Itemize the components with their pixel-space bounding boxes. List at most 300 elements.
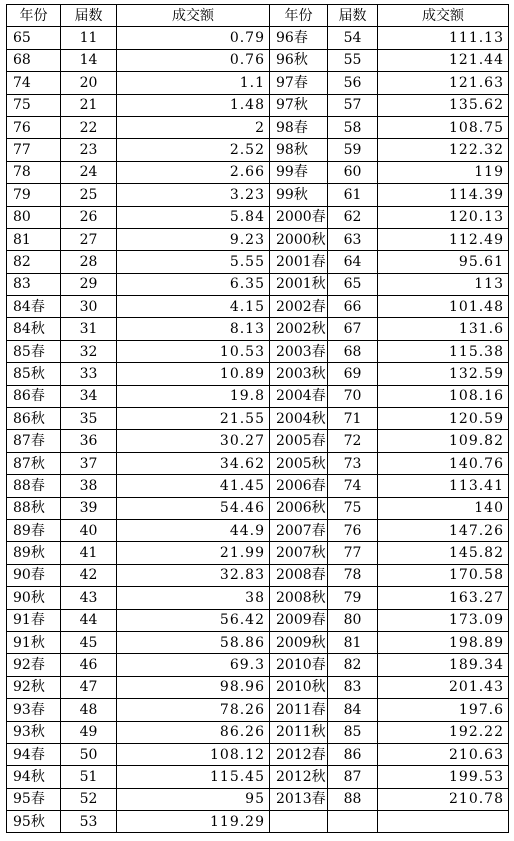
amount-cell: 5.84 xyxy=(117,206,270,228)
session-cell xyxy=(328,811,378,833)
amount-cell: 95.61 xyxy=(378,251,509,273)
table-row xyxy=(270,363,509,385)
year-cell: 96秋 xyxy=(270,49,328,71)
session-cell: 39 xyxy=(61,497,117,519)
session-cell: 36 xyxy=(61,430,117,452)
amount-cell: 201.43 xyxy=(378,676,509,698)
amount-cell: 32.83 xyxy=(117,564,270,586)
year-cell: 92秋 xyxy=(7,676,61,698)
session-cell: 26 xyxy=(61,206,117,228)
table-row xyxy=(270,564,509,586)
amount-cell: 189.34 xyxy=(378,654,509,676)
header-row xyxy=(270,5,509,27)
table-row xyxy=(270,721,509,743)
table-row xyxy=(270,340,509,362)
amount-cell: 120.13 xyxy=(378,206,509,228)
session-cell: 54 xyxy=(328,27,378,49)
table-row xyxy=(7,721,270,743)
amount-cell: 56.42 xyxy=(117,609,270,631)
year-cell: 99春 xyxy=(270,161,328,183)
year-cell: 85春 xyxy=(7,340,61,362)
amount-cell: 120.59 xyxy=(378,408,509,430)
amount-cell: 163.27 xyxy=(378,587,509,609)
year-cell: 2008春 xyxy=(270,564,328,586)
session-cell: 64 xyxy=(328,251,378,273)
session-cell: 84 xyxy=(328,699,378,721)
session-cell: 75 xyxy=(328,497,378,519)
year-cell: 2003秋 xyxy=(270,363,328,385)
session-cell: 29 xyxy=(61,273,117,295)
session-cell: 79 xyxy=(328,587,378,609)
amount-cell: 30.27 xyxy=(117,430,270,452)
session-cell: 70 xyxy=(328,385,378,407)
year-cell: 65 xyxy=(7,27,61,49)
year-cell: 90秋 xyxy=(7,587,61,609)
amount-cell: 198.89 xyxy=(378,631,509,653)
right-table-body xyxy=(270,27,509,833)
session-cell: 52 xyxy=(61,788,117,810)
table-row xyxy=(270,542,509,564)
year-cell: 2005秋 xyxy=(270,452,328,474)
year-cell: 87春 xyxy=(7,430,61,452)
table-row xyxy=(7,497,270,519)
amount-cell: 114.39 xyxy=(378,184,509,206)
amount-cell: 0.76 xyxy=(117,49,270,71)
session-cell: 78 xyxy=(328,564,378,586)
year-cell: 95秋 xyxy=(7,811,61,833)
amount-cell: 121.63 xyxy=(378,72,509,94)
year-cell: 89春 xyxy=(7,519,61,541)
table-row xyxy=(270,699,509,721)
session-cell: 23 xyxy=(61,139,117,161)
year-cell: 2010春 xyxy=(270,654,328,676)
table-row xyxy=(270,430,509,452)
table-row xyxy=(270,408,509,430)
session-cell: 69 xyxy=(328,363,378,385)
year-cell: 93秋 xyxy=(7,721,61,743)
year-cell: 2011秋 xyxy=(270,721,328,743)
session-cell: 60 xyxy=(328,161,378,183)
amount-cell: 2.66 xyxy=(117,161,270,183)
table-row xyxy=(7,228,270,250)
amount-cell: 115.38 xyxy=(378,340,509,362)
year-cell: 2010秋 xyxy=(270,676,328,698)
table-row xyxy=(7,363,270,385)
table-row xyxy=(270,519,509,541)
header-session: 届数 xyxy=(328,5,378,27)
session-cell: 73 xyxy=(328,452,378,474)
table-row xyxy=(270,228,509,250)
year-cell: 2003春 xyxy=(270,340,328,362)
year-cell: 88春 xyxy=(7,475,61,497)
table-row xyxy=(7,49,270,71)
table-row xyxy=(7,452,270,474)
amount-cell: 101.48 xyxy=(378,296,509,318)
session-cell: 11 xyxy=(61,27,117,49)
amount-cell: 147.26 xyxy=(378,519,509,541)
amount-cell: 121.44 xyxy=(378,49,509,71)
table-row xyxy=(270,49,509,71)
amount-cell: 113 xyxy=(378,273,509,295)
session-cell: 76 xyxy=(328,519,378,541)
table-row xyxy=(7,296,270,318)
session-cell: 14 xyxy=(61,49,117,71)
table-row xyxy=(270,161,509,183)
session-cell: 31 xyxy=(61,318,117,340)
session-cell: 61 xyxy=(328,184,378,206)
table-row xyxy=(270,72,509,94)
table-row xyxy=(270,184,509,206)
amount-cell: 86.26 xyxy=(117,721,270,743)
table-row xyxy=(7,251,270,273)
session-cell: 85 xyxy=(328,721,378,743)
year-cell: 2009秋 xyxy=(270,631,328,653)
year-cell: 95春 xyxy=(7,788,61,810)
session-cell: 34 xyxy=(61,385,117,407)
year-cell: 2007春 xyxy=(270,519,328,541)
header-year: 年份 xyxy=(7,5,61,27)
amount-cell: 197.6 xyxy=(378,699,509,721)
year-cell: 2002秋 xyxy=(270,318,328,340)
session-cell: 35 xyxy=(61,408,117,430)
session-cell: 65 xyxy=(328,273,378,295)
year-cell: 88秋 xyxy=(7,497,61,519)
table-row xyxy=(7,318,270,340)
session-cell: 44 xyxy=(61,609,117,631)
amount-cell: 115.45 xyxy=(117,766,270,788)
session-cell: 37 xyxy=(61,452,117,474)
year-cell: 84春 xyxy=(7,296,61,318)
amount-cell: 113.41 xyxy=(378,475,509,497)
session-cell: 53 xyxy=(61,811,117,833)
session-cell: 86 xyxy=(328,743,378,765)
table-row xyxy=(7,609,270,631)
year-cell xyxy=(270,811,328,833)
table-row xyxy=(7,519,270,541)
year-cell: 82 xyxy=(7,251,61,273)
amount-cell: 21.99 xyxy=(117,542,270,564)
table-row xyxy=(7,631,270,653)
session-cell: 32 xyxy=(61,340,117,362)
table-row xyxy=(7,408,270,430)
amount-cell: 1.1 xyxy=(117,72,270,94)
year-cell: 76 xyxy=(7,116,61,138)
session-cell: 51 xyxy=(61,766,117,788)
amount-cell: 112.49 xyxy=(378,228,509,250)
year-cell: 2004秋 xyxy=(270,408,328,430)
session-cell: 63 xyxy=(328,228,378,250)
year-cell: 2012春 xyxy=(270,743,328,765)
amount-cell: 210.78 xyxy=(378,788,509,810)
year-cell: 91秋 xyxy=(7,631,61,653)
amount-cell: 1.48 xyxy=(117,94,270,116)
year-cell: 98春 xyxy=(270,116,328,138)
year-cell: 85秋 xyxy=(7,363,61,385)
year-cell: 97秋 xyxy=(270,94,328,116)
amount-cell: 0.79 xyxy=(117,27,270,49)
year-cell: 99秋 xyxy=(270,184,328,206)
session-cell: 20 xyxy=(61,72,117,94)
table-row xyxy=(270,497,509,519)
amount-cell: 122.32 xyxy=(378,139,509,161)
table-row xyxy=(270,609,509,631)
session-cell: 33 xyxy=(61,363,117,385)
table-row xyxy=(270,743,509,765)
header-row xyxy=(7,5,270,27)
year-cell: 2006秋 xyxy=(270,497,328,519)
table-row xyxy=(270,94,509,116)
amount-cell: 119.29 xyxy=(117,811,270,833)
session-cell: 80 xyxy=(328,609,378,631)
session-cell: 47 xyxy=(61,676,117,698)
amount-cell: 78.26 xyxy=(117,699,270,721)
session-cell: 57 xyxy=(328,94,378,116)
table-row xyxy=(270,654,509,676)
year-cell: 98秋 xyxy=(270,139,328,161)
amount-cell: 132.59 xyxy=(378,363,509,385)
year-cell: 94春 xyxy=(7,743,61,765)
table-row xyxy=(7,699,270,721)
amount-cell: 108.75 xyxy=(378,116,509,138)
amount-cell: 6.35 xyxy=(117,273,270,295)
session-cell: 22 xyxy=(61,116,117,138)
table-row xyxy=(270,788,509,810)
session-cell: 40 xyxy=(61,519,117,541)
table-row xyxy=(270,385,509,407)
table-row xyxy=(7,116,270,138)
table-row xyxy=(270,811,509,833)
table-row xyxy=(7,161,270,183)
year-cell: 2009春 xyxy=(270,609,328,631)
amount-cell: 54.46 xyxy=(117,497,270,519)
session-cell: 77 xyxy=(328,542,378,564)
amount-cell: 131.6 xyxy=(378,318,509,340)
year-cell: 86秋 xyxy=(7,408,61,430)
amount-cell: 111.13 xyxy=(378,27,509,49)
session-cell: 62 xyxy=(328,206,378,228)
session-cell: 28 xyxy=(61,251,117,273)
table-row xyxy=(7,542,270,564)
amount-cell: 21.55 xyxy=(117,408,270,430)
session-cell: 66 xyxy=(328,296,378,318)
session-cell: 59 xyxy=(328,139,378,161)
amount-cell: 2 xyxy=(117,116,270,138)
amount-cell: 38 xyxy=(117,587,270,609)
amount-cell: 119 xyxy=(378,161,509,183)
table-row xyxy=(270,296,509,318)
table-row xyxy=(270,766,509,788)
year-cell: 94秋 xyxy=(7,766,61,788)
table-row xyxy=(7,676,270,698)
amount-cell: 140.76 xyxy=(378,452,509,474)
table-row xyxy=(7,72,270,94)
amount-cell: 3.23 xyxy=(117,184,270,206)
amount-cell: 44.9 xyxy=(117,519,270,541)
table-row xyxy=(7,385,270,407)
session-cell: 88 xyxy=(328,788,378,810)
table-row xyxy=(270,206,509,228)
year-cell: 92春 xyxy=(7,654,61,676)
header-session: 届数 xyxy=(61,5,117,27)
table-row xyxy=(270,273,509,295)
amount-cell: 109.82 xyxy=(378,430,509,452)
year-cell: 74 xyxy=(7,72,61,94)
year-cell: 2002春 xyxy=(270,296,328,318)
table-row xyxy=(7,94,270,116)
amount-cell: 9.23 xyxy=(117,228,270,250)
year-cell: 2011春 xyxy=(270,699,328,721)
amount-cell: 108.12 xyxy=(117,743,270,765)
session-cell: 42 xyxy=(61,564,117,586)
left-table-body xyxy=(7,27,270,833)
table-row xyxy=(7,139,270,161)
table-row xyxy=(7,766,270,788)
table-row xyxy=(270,475,509,497)
amount-cell: 199.53 xyxy=(378,766,509,788)
amount-cell: 34.62 xyxy=(117,452,270,474)
amount-cell: 145.82 xyxy=(378,542,509,564)
table-row xyxy=(270,116,509,138)
table-row xyxy=(7,340,270,362)
year-cell: 2013春 xyxy=(270,788,328,810)
session-cell: 71 xyxy=(328,408,378,430)
session-cell: 41 xyxy=(61,542,117,564)
session-cell: 49 xyxy=(61,721,117,743)
table-row xyxy=(270,27,509,49)
year-cell: 75 xyxy=(7,94,61,116)
amount-cell: 10.89 xyxy=(117,363,270,385)
table-row xyxy=(7,654,270,676)
amount-cell: 4.15 xyxy=(117,296,270,318)
table-row xyxy=(7,27,270,49)
year-cell: 2000春 xyxy=(270,206,328,228)
session-cell: 27 xyxy=(61,228,117,250)
year-cell: 81 xyxy=(7,228,61,250)
amount-cell: 69.3 xyxy=(117,654,270,676)
amount-cell: 95 xyxy=(117,788,270,810)
table-row xyxy=(270,587,509,609)
session-cell: 81 xyxy=(328,631,378,653)
table-row xyxy=(7,743,270,765)
year-cell: 84秋 xyxy=(7,318,61,340)
year-cell: 79 xyxy=(7,184,61,206)
amount-cell: 8.13 xyxy=(117,318,270,340)
year-cell: 90春 xyxy=(7,564,61,586)
table-row xyxy=(7,430,270,452)
header-amount: 成交额 xyxy=(117,5,270,27)
session-cell: 58 xyxy=(328,116,378,138)
year-cell: 80 xyxy=(7,206,61,228)
session-cell: 82 xyxy=(328,654,378,676)
year-cell: 2001秋 xyxy=(270,273,328,295)
amount-cell: 173.09 xyxy=(378,609,509,631)
year-cell: 2004春 xyxy=(270,385,328,407)
year-cell: 2008秋 xyxy=(270,587,328,609)
session-cell: 21 xyxy=(61,94,117,116)
amount-cell: 140 xyxy=(378,497,509,519)
table-row xyxy=(270,139,509,161)
right-data-table xyxy=(269,4,509,833)
amount-cell: 2.52 xyxy=(117,139,270,161)
year-cell: 93春 xyxy=(7,699,61,721)
table-row xyxy=(7,587,270,609)
table-row xyxy=(270,318,509,340)
amount-cell: 98.96 xyxy=(117,676,270,698)
amount-cell: 108.16 xyxy=(378,385,509,407)
session-cell: 68 xyxy=(328,340,378,362)
year-cell: 68 xyxy=(7,49,61,71)
year-cell: 97春 xyxy=(270,72,328,94)
left-data-table xyxy=(6,4,270,833)
amount-cell: 210.63 xyxy=(378,743,509,765)
year-cell: 77 xyxy=(7,139,61,161)
session-cell: 30 xyxy=(61,296,117,318)
amount-cell: 58.86 xyxy=(117,631,270,653)
table-row xyxy=(7,564,270,586)
session-cell: 45 xyxy=(61,631,117,653)
year-cell: 2000秋 xyxy=(270,228,328,250)
amount-cell: 19.8 xyxy=(117,385,270,407)
table-row xyxy=(270,452,509,474)
year-cell: 89秋 xyxy=(7,542,61,564)
table-row xyxy=(7,273,270,295)
year-cell: 2005春 xyxy=(270,430,328,452)
amount-cell: 192.22 xyxy=(378,721,509,743)
session-cell: 87 xyxy=(328,766,378,788)
session-cell: 55 xyxy=(328,49,378,71)
table-row xyxy=(7,788,270,810)
year-cell: 91春 xyxy=(7,609,61,631)
amount-cell: 5.55 xyxy=(117,251,270,273)
year-cell: 87秋 xyxy=(7,452,61,474)
year-cell: 86春 xyxy=(7,385,61,407)
amount-cell: 170.58 xyxy=(378,564,509,586)
session-cell: 25 xyxy=(61,184,117,206)
year-cell: 78 xyxy=(7,161,61,183)
table-row xyxy=(7,811,270,833)
table-row xyxy=(7,206,270,228)
session-cell: 48 xyxy=(61,699,117,721)
session-cell: 67 xyxy=(328,318,378,340)
table-row xyxy=(270,251,509,273)
table-row xyxy=(270,676,509,698)
session-cell: 43 xyxy=(61,587,117,609)
table-row xyxy=(7,475,270,497)
year-cell: 2006春 xyxy=(270,475,328,497)
table-row xyxy=(7,184,270,206)
session-cell: 24 xyxy=(61,161,117,183)
amount-cell: 10.53 xyxy=(117,340,270,362)
session-cell: 72 xyxy=(328,430,378,452)
session-cell: 83 xyxy=(328,676,378,698)
year-cell: 2001春 xyxy=(270,251,328,273)
session-cell: 50 xyxy=(61,743,117,765)
session-cell: 46 xyxy=(61,654,117,676)
session-cell: 74 xyxy=(328,475,378,497)
header-amount: 成交额 xyxy=(378,5,509,27)
amount-cell: 135.62 xyxy=(378,94,509,116)
session-cell: 56 xyxy=(328,72,378,94)
year-cell: 83 xyxy=(7,273,61,295)
table-row xyxy=(270,631,509,653)
amount-cell xyxy=(378,811,509,833)
year-cell: 96春 xyxy=(270,27,328,49)
session-cell: 38 xyxy=(61,475,117,497)
year-cell: 2012秋 xyxy=(270,766,328,788)
amount-cell: 41.45 xyxy=(117,475,270,497)
header-year: 年份 xyxy=(270,5,328,27)
year-cell: 2007秋 xyxy=(270,542,328,564)
